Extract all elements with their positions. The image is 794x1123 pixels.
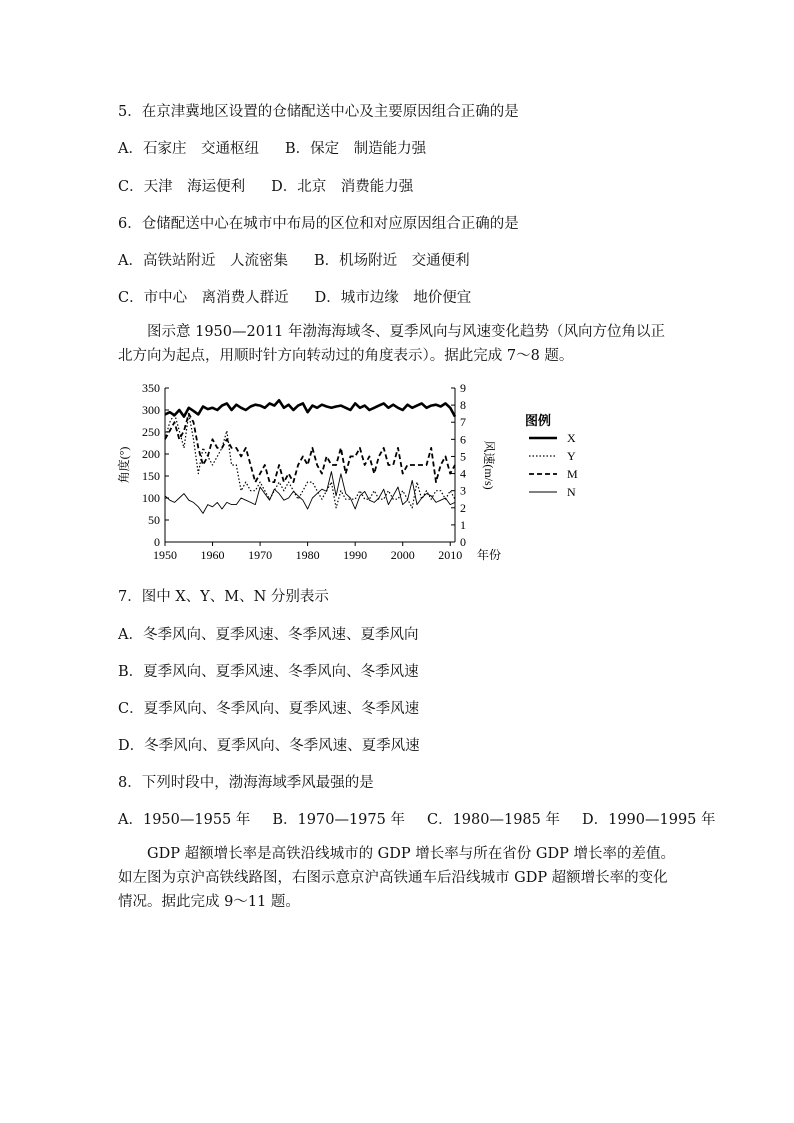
x-tick-label: 1950 [153, 548, 177, 562]
series-line-n [165, 472, 455, 514]
q8-option-b: B．1970—1975 年 [272, 812, 405, 828]
q5-option-c: C．天津 海运便利 [118, 179, 246, 195]
q6-options-row-1 [118, 249, 470, 270]
q7-stem: 7．图中 X、Y、M、N 分别表示 [118, 589, 329, 605]
intro-q7-q8: 图示意 1950—2011 年渤海海域冬、夏季风向与风速变化趋势（风向方位角以正北方向为起点，用顺时针方向转动过的角度表示）。据此完成 7～8 题。 [118, 324, 666, 364]
y-right-tick-label: 8 [460, 398, 466, 413]
x-tick-label: 1990 [343, 548, 368, 562]
legend-label-m: M [567, 467, 578, 481]
x-axis-unit: 年份 [477, 548, 502, 562]
series-line-y [165, 414, 455, 508]
q6-option-b: B．机场附近 交通便利 [313, 253, 470, 269]
q8-options-row [118, 808, 716, 829]
legend-label-x: X [567, 431, 576, 445]
x-tick-label: 1980 [295, 548, 320, 562]
q5-option-d: D．北京 消费能力强 [271, 179, 414, 195]
y-right-tick-label: 5 [460, 449, 466, 464]
q5-options-row-1 [118, 137, 426, 158]
y-left-tick-label: 150 [142, 469, 160, 483]
series-line-m [165, 414, 455, 482]
y-right-tick-label: 2 [460, 500, 466, 515]
legend-title: 图例 [525, 413, 552, 428]
q7-option-d: D．冬季风向、夏季风向、冬季风速、夏季风速 [118, 738, 420, 754]
q5-stem: 5．在京津冀地区设置的仓储配送中心及主要原因组合正确的是 [118, 104, 519, 120]
series-line-x [165, 400, 455, 416]
y-axis-label-left: 角度(°) [117, 446, 131, 484]
x-tick-label: 1970 [248, 548, 273, 562]
q8-option-d: D．1990—1995 年 [581, 812, 716, 828]
y-left-tick-label: 100 [142, 491, 160, 505]
x-tick-label: 2010 [438, 548, 463, 562]
q8-option-c: C．1980—1985 年 [426, 812, 560, 828]
y-right-tick-label: 1 [460, 517, 466, 532]
wind-chart [110, 378, 610, 573]
q8-stem: 8．下列时段中，渤海海域季风最强的是 [118, 775, 374, 791]
y-left-tick-label: 200 [142, 447, 160, 461]
legend-label-n: N [567, 485, 576, 499]
q6-options-row-2 [118, 286, 471, 307]
y-right-tick-label: 7 [460, 415, 466, 430]
y-right-tick-label: 9 [460, 381, 466, 395]
y-left-tick-label: 250 [142, 425, 160, 439]
q7-option-a: A．冬季风向、夏季风速、冬季风速、夏季风向 [118, 627, 419, 643]
y-right-tick-label: 6 [460, 432, 466, 447]
q6-stem: 6．仓储配送中心在城市中布局的区位和对应原因组合正确的是 [118, 216, 519, 232]
y-left-tick-label: 0 [154, 535, 160, 549]
legend-label-y: Y [567, 449, 576, 463]
q7-option-c: C．夏季风向、冬季风向、夏季风速、冬季风速 [118, 701, 420, 717]
x-tick-label: 2000 [390, 548, 415, 562]
q5-option-a: A．石家庄 交通枢纽 [118, 141, 259, 157]
y-axis-label-right: 风速(m/s) [482, 440, 496, 490]
y-right-tick-label: 3 [460, 483, 466, 498]
y-right-tick-label: 4 [460, 466, 466, 481]
intro-q9-q11: GDP 超额增长率是高铁沿线城市的 GDP 增长率与所在省份 GDP 增长率的差值。如左图为京沪高铁线路图，右图示意京沪高铁通车后沿线城市 GDP 超额增长率的变化情况。据此完成 9～11 题。 [118, 846, 675, 910]
q6-option-a: A．高铁站附近 人流密集 [118, 253, 288, 269]
q6-option-c: C．市中心 离消费人群近 [118, 290, 289, 306]
y-left-tick-label: 50 [148, 513, 160, 527]
q6-option-d: D．城市边缘 地价便宜 [314, 290, 472, 306]
q7-option-b: B．夏季风向、夏季风速、冬季风向、冬季风速 [118, 664, 419, 680]
y-left-tick-label: 300 [142, 403, 160, 417]
q5-option-b: B．保定 制造能力强 [284, 141, 427, 157]
q5-options-row-2 [118, 175, 413, 196]
q8-option-a: A．1950—1955 年 [118, 812, 251, 828]
y-left-tick-label: 350 [142, 381, 160, 395]
x-tick-label: 1960 [200, 548, 225, 562]
y-right-tick-label: 0 [460, 535, 466, 549]
